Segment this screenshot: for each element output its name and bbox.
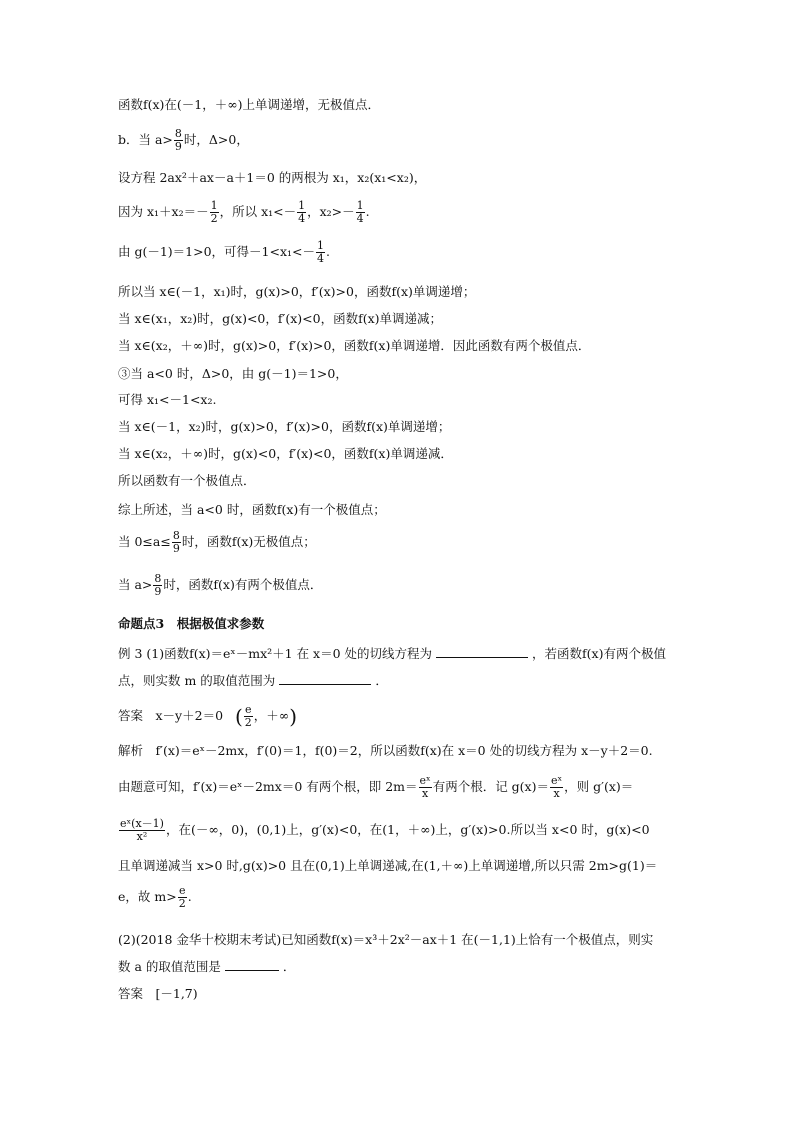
fraction: $\frac{\text{eˣ}}{x}$ xyxy=(550,774,563,800)
text-line: 由题意可知，f′(x)＝eˣ－2mx＝0 有两个根，即 2m＝ $\frac{\text{eˣ}}{x}$ 有两个根．记 g(x)＝ $\frac{\text{eˣ}}{x}$ ，则 g′(x)＝ xyxy=(118,774,634,800)
text-line: 当 x∈(x₂，＋∞)时，g(x)>0，f′(x)>0，函数f(x)单调递增．因此函数有两个极值点． xyxy=(118,338,591,353)
text-line: (2)(2018 金华十校期末考试)已知函数f(x)＝x³＋2x²－ax＋1 在(－1,1)上恰有一个极值点，则实 xyxy=(118,932,654,947)
text-line: 设方程 2ax²＋ax－a＋1＝0 的两根为 x₁，x₂(x₁<x₂)， xyxy=(118,170,427,185)
fraction: $\frac{\text{eˣ(x－1)}}{\text{x²}}$ xyxy=(120,817,164,843)
answer-line: 答案 [－1,7) xyxy=(118,986,198,1001)
text-line: 综上所述，当 a<0 时，函数f(x)有一个极值点； xyxy=(118,502,386,517)
text-line: ③当 a<0 时，Δ>0，由 g(－1)＝1>0， xyxy=(118,366,348,381)
text-line: 且单调递减当 x>0 时,g(x)>0 且在(0,1)上单调递减,在(1,＋∞)上单调递增,所以只需 2m>g(1)＝ xyxy=(118,858,658,873)
text-line: 所以当 x∈(－1，x₁)时，g(x)>0，f′(x)>0，函数f(x)单调递增； xyxy=(118,284,476,299)
fraction: $\frac{e}{2}$ xyxy=(244,703,252,729)
fraction: $\frac{1}{4}$ xyxy=(317,239,325,265)
text-line: 点，则实数 m 的取值范围为 ． xyxy=(118,673,388,688)
fraction: $\frac{1}{2}$ xyxy=(210,199,218,225)
text-line: $\frac{\text{eˣ(x－1)}}{\text{x²}}$ ，在(－∞，0)，(0,1)上，g′(x)<0，在(1，＋∞)上，g′(x)>0.所以当 x<0 时，g(x)<0 xyxy=(120,817,650,843)
answer-blank xyxy=(436,645,528,658)
answer-blank xyxy=(279,672,371,685)
text-line: 当 x∈(x₁，x₂)时，g(x)<0，f′(x)<0，函数f(x)单调递减； xyxy=(118,311,443,326)
text-line: 解析 f′(x)＝eˣ－2mx，f′(0)＝1，f(0)＝2，所以函数f(x)在 x＝0 处的切线方程为 x－y＋2＝0. xyxy=(118,743,653,758)
fraction: $\frac{e}{2}$ xyxy=(178,884,186,910)
fraction: $\frac{8}{9}$ xyxy=(154,572,162,598)
text-line: 可得 x₁<－1<x₂. xyxy=(118,392,217,407)
text-line: 当 0≤a≤ $\frac{8}{9}$ 时，函数f(x)无极值点； xyxy=(118,529,316,555)
answer-line: 答案 x－y＋2＝0 ( $\frac{e}{2}$ ，＋∞) xyxy=(118,703,297,729)
text-line: 函数f(x)在(－1，＋∞)上单调递增，无极值点． xyxy=(118,97,381,112)
text-line: 当 x∈(x₂，＋∞)时，g(x)<0，f′(x)<0，函数f(x)单调递减． xyxy=(118,446,453,461)
text-line: 当 x∈(－1，x₂)时，g(x)>0，f′(x)>0，函数f(x)单调递增； xyxy=(118,419,451,434)
fraction: $\frac{8}{9}$ xyxy=(172,529,180,555)
text-line: 当 a> $\frac{8}{9}$ 时，函数f(x)有两个极值点． xyxy=(118,572,323,598)
fraction: $\frac{8}{9}$ xyxy=(174,127,182,153)
text-line: e，故 m> $\frac{e}{2}$ . xyxy=(118,884,192,910)
fraction: $\frac{\text{eˣ}}{x}$ xyxy=(419,774,431,800)
section-heading: 命题点3 根据极值求参数 xyxy=(118,616,265,631)
text-line: 例 3 (1)函数f(x)＝eˣ－mx²＋1 在 x＝0 处的切线方程为 ，若函数f(x)有两个极值 xyxy=(118,646,666,661)
answer-blank xyxy=(225,958,279,971)
text-line: 数 a 的取值范围是 ． xyxy=(118,959,296,974)
text-line: 所以函数有一个极值点． xyxy=(118,473,256,488)
fraction: $\frac{1}{4}$ xyxy=(298,199,306,225)
fraction: $\frac{1}{4}$ xyxy=(356,199,364,225)
text-line: b．当 a> $\frac{8}{9}$ 时，Δ>0， xyxy=(118,127,249,153)
text-line: 由 g(－1)＝1>0，可得－1<x₁<－ $\frac{1}{4}$ . xyxy=(118,239,331,265)
text-line: 因为 x₁＋x₂＝－ $\frac{1}{2}$ ，所以 x₁<－ $\frac{1}{4}$ ，x₂>－ $\frac{1}{4}$ . xyxy=(118,199,370,225)
